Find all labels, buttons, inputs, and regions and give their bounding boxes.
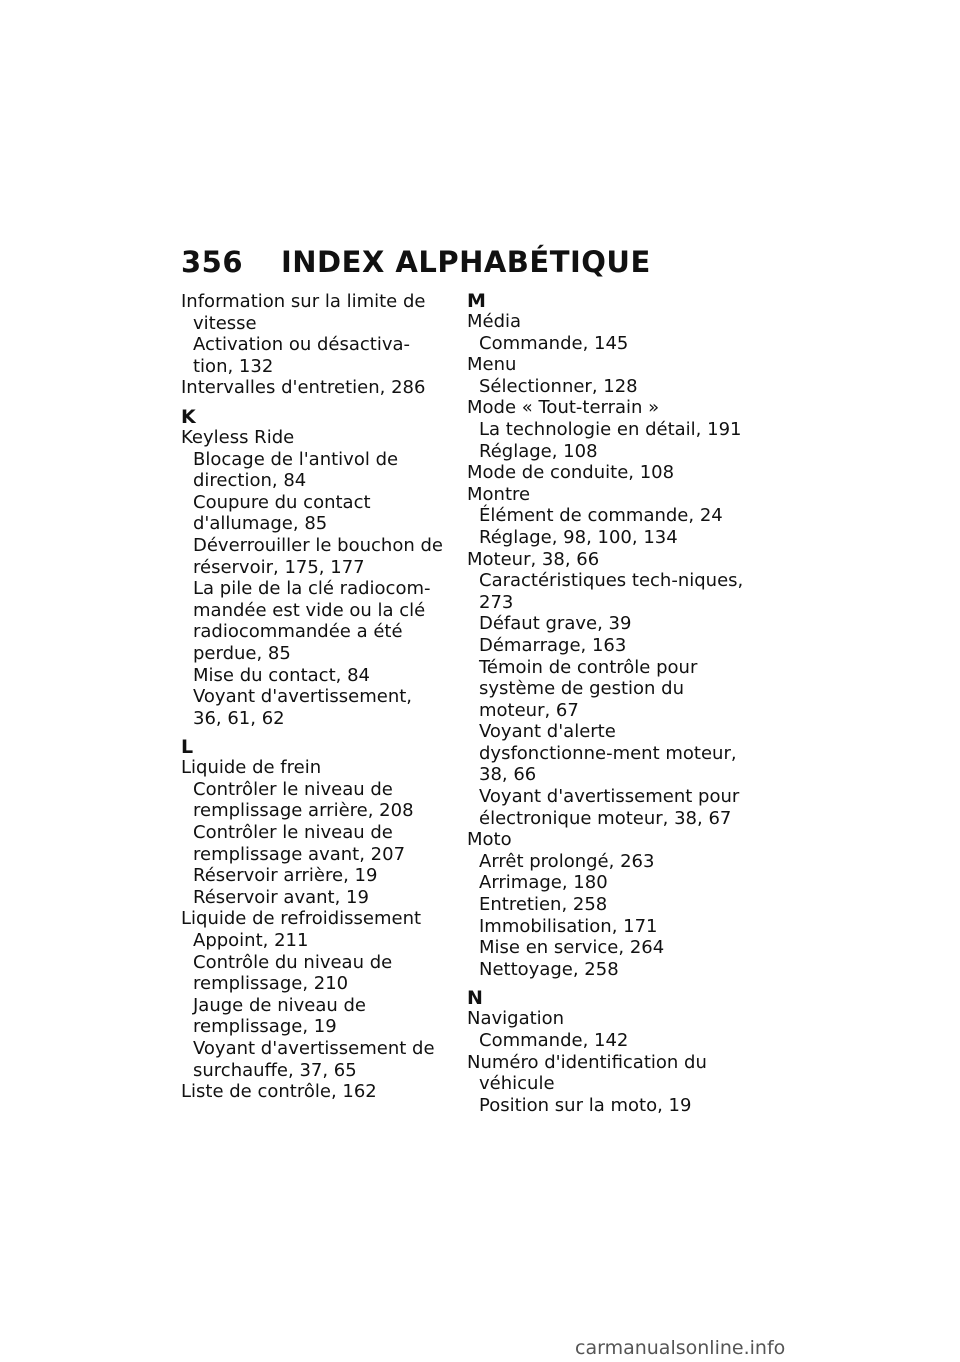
index-subentry: Commande, 142 bbox=[479, 1030, 629, 1051]
index-subentry: Élément de commande, 24 bbox=[479, 505, 723, 527]
index-subentry: Contrôler le niveau de remplissage avant, 207 bbox=[193, 822, 406, 865]
index-entry: Mode « Tout-terrain » bbox=[467, 397, 660, 419]
index-entry: Média bbox=[467, 311, 522, 332]
index-entry: Menu bbox=[467, 354, 517, 376]
index-entry: Montre bbox=[467, 483, 531, 505]
index-entry: Numéro d'identification du véhicule bbox=[467, 1051, 707, 1095]
index-subentry: Voyant d'avertissement de surchauffe, 37, 65 bbox=[193, 1038, 435, 1081]
section-letter-m: M bbox=[467, 290, 486, 312]
index-entry: Information sur la limite de vitesse bbox=[181, 291, 426, 334]
index-subentry: Activation ou désactiva-tion, 132 bbox=[193, 334, 411, 377]
index-subentry: La pile de la clé radiocom-mandée est vide ou la clé radiocommandée a été perdue, 85 bbox=[193, 578, 431, 664]
page-title: INDEX ALPHABÉTIQUE bbox=[281, 245, 651, 279]
index-subentry: Mise du contact, 84 bbox=[193, 664, 370, 686]
section-letter-n: N bbox=[467, 987, 483, 1010]
index-subentry: Arrimage, 180 bbox=[479, 872, 608, 894]
index-subentry: Position sur la moto, 19 bbox=[479, 1094, 692, 1116]
index-subentry: Appoint, 211 bbox=[193, 930, 309, 952]
section-letter-k: K bbox=[181, 405, 196, 428]
index-subentry: Contrôler le niveau de remplissage arrière, 208 bbox=[193, 778, 414, 822]
index-subentry: Voyant d'avertissement pour électronique moteur, 38, 67 bbox=[479, 786, 740, 829]
index-subentry: Défaut grave, 39 bbox=[479, 613, 632, 635]
index-subentry: Arrêt prolongé, 263 bbox=[479, 850, 655, 872]
index-entry: Navigation bbox=[467, 1008, 565, 1030]
index-subentry: Voyant d'alerte dysfonctionne-ment moteur, 38, 66 bbox=[479, 721, 737, 786]
index-subentry: Contrôle du niveau de remplissage, 210 bbox=[193, 951, 393, 995]
index-entry: Keyless Ride bbox=[181, 426, 295, 448]
index-subentry: Mise en service, 264 bbox=[479, 937, 665, 959]
index-subentry: La technologie en détail, 191 bbox=[479, 418, 742, 440]
index-subentry: Blocage de l'antivol de direction, 84 bbox=[193, 448, 399, 492]
index-subentry: Nettoyage, 258 bbox=[479, 958, 619, 980]
index-subentry: Réservoir arrière, 19 bbox=[193, 865, 378, 887]
index-subentry: Entretien, 258 bbox=[479, 894, 608, 916]
index-column-right bbox=[467, 291, 747, 1116]
index-subentry: Réglage, 108 bbox=[479, 440, 598, 462]
index-entry: Intervalles d'entretien, 286 bbox=[181, 377, 426, 399]
index-entry: Liste de contrôle, 162 bbox=[181, 1081, 377, 1103]
index-subentry: Réservoir avant, 19 bbox=[193, 886, 369, 908]
index-subentry: Commande, 145 bbox=[479, 332, 629, 354]
index-subentry: Démarrage, 163 bbox=[479, 634, 627, 656]
index-subentry: Voyant d'avertissement, 36, 61, 62 bbox=[193, 686, 413, 729]
index-subentry: Déverrouiller le bouchon de réservoir, 175, 177 bbox=[193, 534, 443, 578]
index-entry: Mode de conduite, 108 bbox=[467, 462, 675, 484]
index-subentry: Jauge de niveau de remplissage, 19 bbox=[193, 994, 366, 1038]
index-subentry: Immobilisation, 171 bbox=[479, 915, 658, 937]
page-number: 356 bbox=[181, 245, 244, 279]
index-column-left bbox=[181, 291, 443, 1103]
index-subentry: Témoin de contrôle pour système de gestion du moteur, 67 bbox=[479, 656, 698, 721]
index-subentry: Sélectionner, 128 bbox=[479, 375, 638, 397]
index-entry: Moteur, 38, 66 bbox=[467, 548, 600, 570]
footer-watermark: carmanualsonline.info bbox=[575, 1337, 786, 1359]
page-header bbox=[181, 244, 651, 280]
index-subentry: Caractéristiques tech-niques, 273 bbox=[479, 570, 744, 613]
index-entry: Liquide de frein bbox=[181, 757, 322, 779]
section-letter-l: L bbox=[181, 736, 194, 759]
index-entry: Moto bbox=[467, 829, 512, 851]
index-subentry: Réglage, 98, 100, 134 bbox=[479, 526, 678, 548]
index-entry: Liquide de refroidissement bbox=[181, 908, 422, 930]
index-subentry: Coupure du contact d'allumage, 85 bbox=[193, 491, 371, 535]
